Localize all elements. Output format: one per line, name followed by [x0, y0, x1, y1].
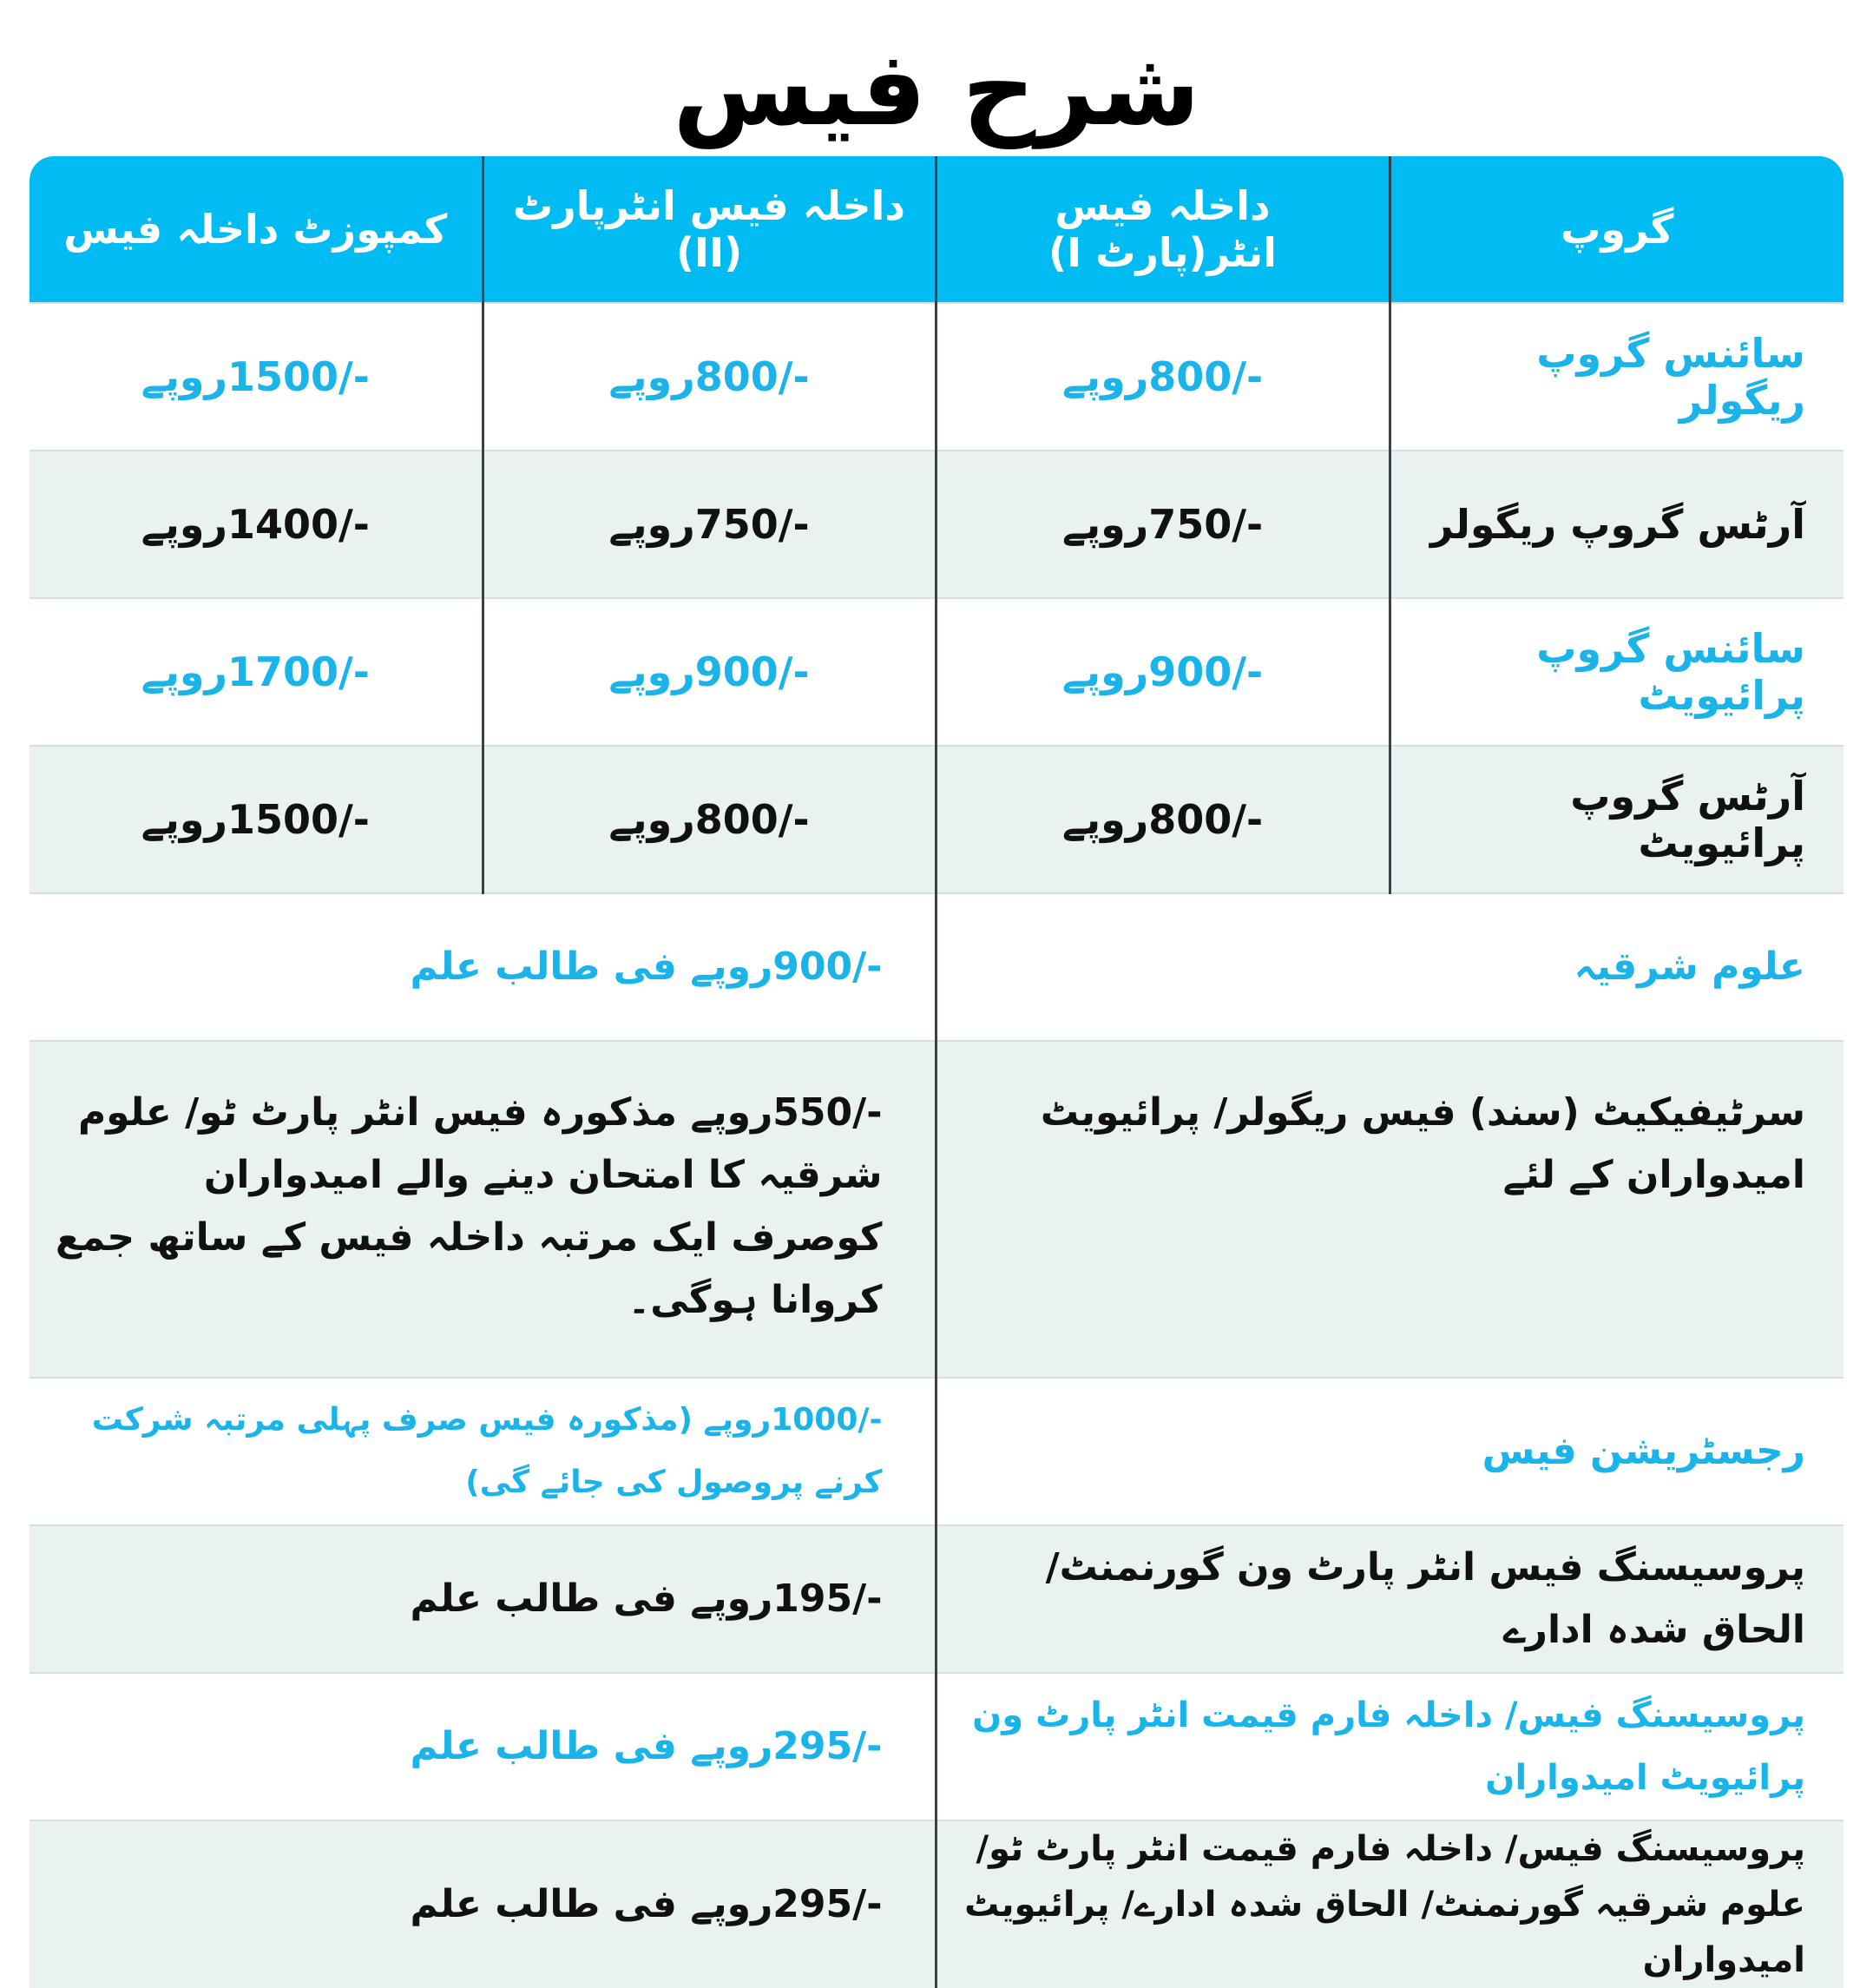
- header-group: گروپ: [1390, 156, 1843, 303]
- header-part2: داخلہ فیس انٹرپارٹ (II): [483, 156, 936, 303]
- fee-label: رجسٹریشن فیس: [936, 1378, 1843, 1525]
- fee-composite: -/1700روپے: [30, 598, 483, 746]
- header-part1: داخلہ فیس انٹر(پارٹ I): [936, 156, 1390, 303]
- table-row: [30, 1378, 1843, 1525]
- fee-table: [30, 156, 1843, 1988]
- fee-composite: -/1500روپے: [30, 303, 483, 451]
- table-row: [30, 1673, 1843, 1820]
- fee-part1: -/900روپے: [936, 598, 1390, 746]
- group-label: آرٹس گروپ پرائیویٹ: [1390, 746, 1843, 893]
- table-row: [30, 598, 1843, 746]
- table-row: [30, 1820, 1843, 1988]
- fee-label: پروسیسنگ فیس/ داخلہ فارم قیمت انٹر پارٹ ون پرائیویٹ امیدواران: [936, 1673, 1843, 1820]
- fee-label: پروسیسنگ فیس انٹر پارٹ ون گورنمنٹ/ الحاق شدہ ادارے: [936, 1525, 1843, 1673]
- table-row: [30, 1041, 1843, 1378]
- table-row: [30, 746, 1843, 893]
- fee-part1: -/800روپے: [936, 746, 1390, 893]
- fee-value: -/550روپے مذکورہ فیس انٹر پارٹ ٹو/ علوم شرقیہ کا امتحان دینے والے امیدواران کوصرف ایک مرتبہ داخلہ فیس کے ساتھ جمع کروانا ہوگی۔: [30, 1041, 936, 1378]
- fee-part1: -/800روپے: [936, 303, 1390, 451]
- table-row: [30, 303, 1843, 451]
- fee-value: -/195روپے فی طالب علم: [30, 1525, 936, 1673]
- fee-composite: -/1500روپے: [30, 746, 483, 893]
- fee-part1: -/750روپے: [936, 451, 1390, 598]
- fee-part2: -/750روپے: [483, 451, 936, 598]
- group-label: سائنس گروپ ریگولر: [1390, 303, 1843, 451]
- fee-label: علوم شرقیہ: [936, 893, 1843, 1041]
- table-row: [30, 893, 1843, 1041]
- fee-composite: -/1400روپے: [30, 451, 483, 598]
- table-row: [30, 1525, 1843, 1673]
- header-composite: کمپوزٹ داخلہ فیس: [30, 156, 483, 303]
- fee-value: -/1000روپے (مذکورہ فیس صرف پہلی مرتبہ شرکت کرنے پروصول کی جائے گی): [30, 1378, 936, 1525]
- fee-label: پروسیسنگ فیس/ داخلہ فارم قیمت انٹر پارٹ ٹو/ علوم شرقیہ گورنمنٹ/ الحاق شدہ ادارے/ پرائیویٹ امیدواران: [936, 1820, 1843, 1988]
- fee-part2: -/800روپے: [483, 303, 936, 451]
- fee-part2: -/800روپے: [483, 746, 936, 893]
- fee-part2: -/900روپے: [483, 598, 936, 746]
- group-label: آرٹس گروپ ریگولر: [1390, 451, 1843, 598]
- fee-value: -/295روپے فی طالب علم: [30, 1820, 936, 1988]
- group-label: سائنس گروپ پرائیویٹ: [1390, 598, 1843, 746]
- table-row: [30, 451, 1843, 598]
- fee-value: -/295روپے فی طالب علم: [30, 1673, 936, 1820]
- fee-label: سرٹیفیکیٹ (سند) فیس ریگولر/ پرائیویٹ امیدواران کے لئے: [936, 1041, 1843, 1378]
- table-header-row: [30, 156, 1843, 303]
- fee-value: -/900روپے فی طالب علم: [30, 893, 936, 1041]
- page-title: شرح فیس: [673, 29, 1200, 148]
